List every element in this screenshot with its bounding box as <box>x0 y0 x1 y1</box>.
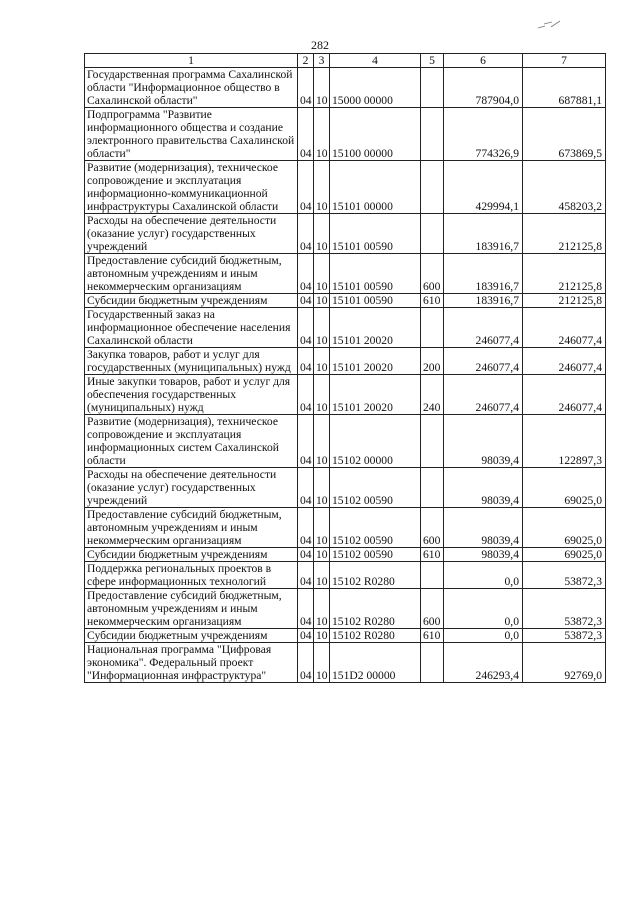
target-article-code: 15000 00000 <box>330 68 421 108</box>
target-article-code: 15102 R0280 <box>330 562 421 589</box>
table-row <box>85 548 606 562</box>
header-cell: 3 <box>314 54 330 68</box>
subsection-code: 10 <box>314 254 330 294</box>
amount-col-6: 0,0 <box>444 589 523 629</box>
pen-mark <box>536 18 564 32</box>
subsection-code: 10 <box>314 308 330 348</box>
amount-col-6: 787904,0 <box>444 68 523 108</box>
amount-col-7: 246077,4 <box>523 308 606 348</box>
section-code: 04 <box>298 415 314 468</box>
amount-col-7: 458203,2 <box>523 161 606 214</box>
subsection-code: 10 <box>314 589 330 629</box>
target-article-code: 15101 00590 <box>330 254 421 294</box>
header-cell: 6 <box>444 54 523 68</box>
expense-type-code <box>421 161 444 214</box>
section-code: 04 <box>298 508 314 548</box>
expense-type-code: 600 <box>421 254 444 294</box>
section-code: 04 <box>298 254 314 294</box>
amount-col-7: 246077,4 <box>523 375 606 415</box>
table-row <box>85 254 606 294</box>
amount-col-7: 212125,8 <box>523 254 606 294</box>
amount-col-6: 429994,1 <box>444 161 523 214</box>
expense-type-code: 200 <box>421 348 444 375</box>
subsection-code: 10 <box>314 508 330 548</box>
section-code: 04 <box>298 548 314 562</box>
table-row <box>85 348 606 375</box>
subsection-code: 10 <box>314 629 330 643</box>
target-article-code: 15101 20020 <box>330 375 421 415</box>
expense-type-code: 610 <box>421 294 444 308</box>
table-row <box>85 415 606 468</box>
row-description: Расходы на обеспечение деятельности (оказание услуг) государственных учреждений <box>85 214 298 254</box>
amount-col-7: 212125,8 <box>523 294 606 308</box>
table-row <box>85 643 606 683</box>
target-article-code: 15102 00000 <box>330 415 421 468</box>
expense-type-code <box>421 108 444 161</box>
budget-table <box>84 53 606 683</box>
amount-col-7: 246077,4 <box>523 348 606 375</box>
section-code: 04 <box>298 375 314 415</box>
row-description: Закупка товаров, работ и услуг для государственных (муниципальных) нужд <box>85 348 298 375</box>
subsection-code: 10 <box>314 643 330 683</box>
row-description: Развитие (модернизация), техническое сопровождение и эксплуатация информационно-коммуникационной инфраструктуры Сахалинской области <box>85 161 298 214</box>
amount-col-6: 246293,4 <box>444 643 523 683</box>
expense-type-code <box>421 468 444 508</box>
subsection-code: 10 <box>314 562 330 589</box>
row-description: Предоставление субсидий бюджетным, автономным учреждениям и иным некоммерческим организациям <box>85 508 298 548</box>
header-cell: 7 <box>523 54 606 68</box>
section-code: 04 <box>298 562 314 589</box>
expense-type-code <box>421 562 444 589</box>
target-article-code: 15101 00000 <box>330 161 421 214</box>
table-row <box>85 161 606 214</box>
subsection-code: 10 <box>314 348 330 375</box>
target-article-code: 15102 R0280 <box>330 629 421 643</box>
subsection-code: 10 <box>314 415 330 468</box>
amount-col-6: 183916,7 <box>444 294 523 308</box>
amount-col-7: 69025,0 <box>523 468 606 508</box>
subsection-code: 10 <box>314 468 330 508</box>
amount-col-6: 0,0 <box>444 629 523 643</box>
target-article-code: 15102 00590 <box>330 548 421 562</box>
expense-type-code: 600 <box>421 589 444 629</box>
row-description: Субсидии бюджетным учреждениям <box>85 548 298 562</box>
amount-col-6: 98039,4 <box>444 508 523 548</box>
subsection-code: 10 <box>314 214 330 254</box>
table-row <box>85 468 606 508</box>
target-article-code: 15101 00590 <box>330 294 421 308</box>
amount-col-6: 98039,4 <box>444 415 523 468</box>
amount-col-6: 246077,4 <box>444 348 523 375</box>
table-row <box>85 294 606 308</box>
table-row <box>85 308 606 348</box>
section-code: 04 <box>298 68 314 108</box>
row-description: Иные закупки товаров, работ и услуг для обеспечения государственных (муниципальных) нужд <box>85 375 298 415</box>
row-description: Развитие (модернизация), техническое сопровождение и эксплуатация информационных систем Сахалинской области <box>85 415 298 468</box>
amount-col-6: 774326,9 <box>444 108 523 161</box>
amount-col-6: 183916,7 <box>444 214 523 254</box>
section-code: 04 <box>298 294 314 308</box>
section-code: 04 <box>298 308 314 348</box>
table-row <box>85 562 606 589</box>
row-description: Субсидии бюджетным учреждениям <box>85 294 298 308</box>
row-description: Расходы на обеспечение деятельности (оказание услуг) государственных учреждений <box>85 468 298 508</box>
amount-col-7: 212125,8 <box>523 214 606 254</box>
expense-type-code <box>421 308 444 348</box>
row-description: Предоставление субсидий бюджетным, автономным учреждениям и иным некоммерческим организациям <box>85 254 298 294</box>
subsection-code: 10 <box>314 68 330 108</box>
header-cell: 5 <box>421 54 444 68</box>
expense-type-code: 610 <box>421 629 444 643</box>
table-row <box>85 629 606 643</box>
row-description: Подпрограмма "Развитие информационного общества и создание электронного правительства Сахалинской области" <box>85 108 298 161</box>
row-description: Национальная программа "Цифровая экономика". Федеральный проект "Информационная инфраструктура" <box>85 643 298 683</box>
target-article-code: 15102 R0280 <box>330 589 421 629</box>
target-article-code: 15101 00590 <box>330 214 421 254</box>
amount-col-7: 53872,3 <box>523 629 606 643</box>
table-row <box>85 508 606 548</box>
amount-col-6: 183916,7 <box>444 254 523 294</box>
row-description: Государственный заказ на информационное обеспечение населения Сахалинской области <box>85 308 298 348</box>
target-article-code: 15101 20020 <box>330 348 421 375</box>
row-description: Предоставление субсидий бюджетным, автономным учреждениям и иным некоммерческим организациям <box>85 589 298 629</box>
row-description: Поддержка региональных проектов в сфере информационных технологий <box>85 562 298 589</box>
section-code: 04 <box>298 629 314 643</box>
table-row <box>85 108 606 161</box>
section-code: 04 <box>298 643 314 683</box>
expense-type-code <box>421 214 444 254</box>
amount-col-7: 69025,0 <box>523 508 606 548</box>
section-code: 04 <box>298 589 314 629</box>
amount-col-6: 246077,4 <box>444 375 523 415</box>
amount-col-7: 673869,5 <box>523 108 606 161</box>
target-article-code: 15101 20020 <box>330 308 421 348</box>
table-row <box>85 589 606 629</box>
expense-type-code: 610 <box>421 548 444 562</box>
subsection-code: 10 <box>314 294 330 308</box>
amount-col-6: 0,0 <box>444 562 523 589</box>
target-article-code: 151D2 00000 <box>330 643 421 683</box>
amount-col-7: 53872,3 <box>523 589 606 629</box>
section-code: 04 <box>298 108 314 161</box>
table-row <box>85 214 606 254</box>
target-article-code: 15102 00590 <box>330 468 421 508</box>
amount-col-6: 98039,4 <box>444 548 523 562</box>
expense-type-code: 600 <box>421 508 444 548</box>
row-description: Субсидии бюджетным учреждениям <box>85 629 298 643</box>
subsection-code: 10 <box>314 161 330 214</box>
target-article-code: 15100 00000 <box>330 108 421 161</box>
expense-type-code <box>421 643 444 683</box>
header-cell: 4 <box>330 54 421 68</box>
subsection-code: 10 <box>314 375 330 415</box>
amount-col-7: 687881,1 <box>523 68 606 108</box>
header-cell: 2 <box>298 54 314 68</box>
target-article-code: 15102 00590 <box>330 508 421 548</box>
subsection-code: 10 <box>314 548 330 562</box>
header-cell: 1 <box>85 54 298 68</box>
section-code: 04 <box>298 468 314 508</box>
amount-col-7: 69025,0 <box>523 548 606 562</box>
expense-type-code: 240 <box>421 375 444 415</box>
section-code: 04 <box>298 348 314 375</box>
table-row <box>85 375 606 415</box>
page-number: 282 <box>311 38 329 52</box>
table-row <box>85 68 606 108</box>
table-header-row <box>85 54 606 68</box>
row-description: Государственная программа Сахалинской области "Информационное общество в Сахалинской области" <box>85 68 298 108</box>
section-code: 04 <box>298 214 314 254</box>
amount-col-6: 98039,4 <box>444 468 523 508</box>
amount-col-7: 122897,3 <box>523 415 606 468</box>
amount-col-7: 92769,0 <box>523 643 606 683</box>
subsection-code: 10 <box>314 108 330 161</box>
expense-type-code <box>421 415 444 468</box>
expense-type-code <box>421 68 444 108</box>
amount-col-7: 53872,3 <box>523 562 606 589</box>
section-code: 04 <box>298 161 314 214</box>
amount-col-6: 246077,4 <box>444 308 523 348</box>
